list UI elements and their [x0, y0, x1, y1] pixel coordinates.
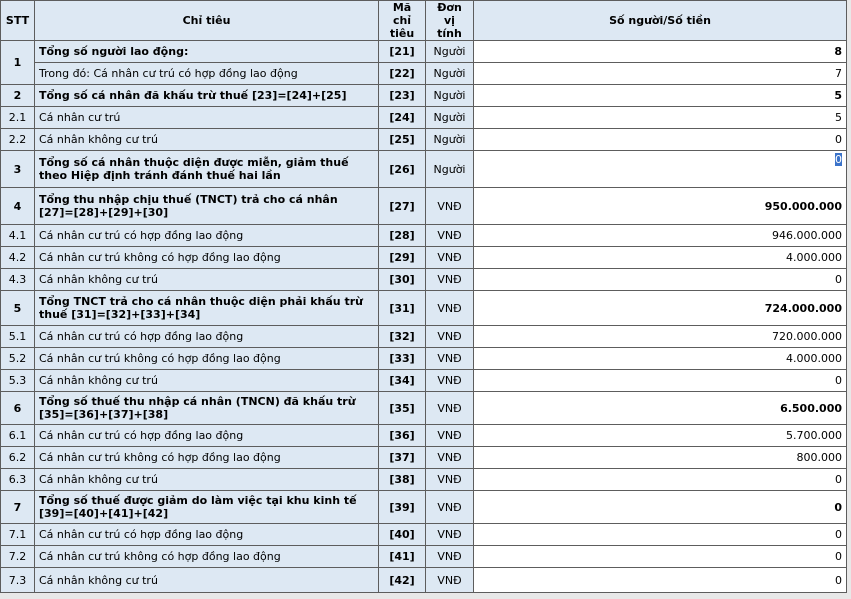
row-unit: Người — [426, 85, 474, 107]
row-unit: VNĐ — [426, 469, 474, 491]
row-description: Cá nhân cư trú — [35, 107, 379, 129]
header-so-nguoi: Số người/Số tiền — [474, 1, 847, 41]
row-description: Cá nhân không cư trú — [35, 269, 379, 291]
value-field-24[interactable]: 5 — [474, 107, 847, 129]
row-stt: 6.1 — [1, 425, 35, 447]
row-stt: 5 — [1, 291, 35, 326]
row-unit: VNĐ — [426, 491, 474, 524]
value-field-33[interactable]: 4.000.000 — [474, 348, 847, 370]
value-field-23[interactable]: 5 — [474, 85, 847, 107]
row-stt: 6 — [1, 392, 35, 425]
row-description: Cá nhân không cư trú — [35, 568, 379, 593]
value-field-34[interactable]: 0 — [474, 370, 847, 392]
table-row — [1, 188, 847, 225]
row-unit: Người — [426, 63, 474, 85]
row-stt: 5.1 — [1, 326, 35, 348]
row-stt: 6.2 — [1, 447, 35, 469]
table-row — [1, 447, 847, 469]
row-description: Tổng số thuế thu nhập cá nhân (TNCN) đã khấu trừ [35]=[36]+[37]+[38] — [35, 392, 379, 425]
row-code: [36] — [379, 425, 426, 447]
value-field-27[interactable]: 950.000.000 — [474, 188, 847, 225]
row-unit: Người — [426, 151, 474, 188]
row-code: [26] — [379, 151, 426, 188]
value-field-32[interactable]: 720.000.000 — [474, 326, 847, 348]
table-row — [1, 469, 847, 491]
table-row — [1, 85, 847, 107]
row-description: Tổng TNCT trả cho cá nhân thuộc diện phải khấu trừ thuế [31]=[32]+[33]+[34] — [35, 291, 379, 326]
row-code: [23] — [379, 85, 426, 107]
row-description: Tổng số người lao động: — [35, 41, 379, 63]
table-row — [1, 524, 847, 546]
row-stt: 2.1 — [1, 107, 35, 129]
value-field-38[interactable]: 0 — [474, 469, 847, 491]
header-stt: STT — [1, 1, 35, 41]
row-unit: VNĐ — [426, 425, 474, 447]
row-unit: VNĐ — [426, 524, 474, 546]
row-stt: 4.2 — [1, 247, 35, 269]
row-description: Trong đó: Cá nhân cư trú có hợp đồng lao động — [35, 63, 379, 85]
table-row — [1, 129, 847, 151]
header-don-vi — [426, 1, 474, 41]
value-field-36[interactable]: 5.700.000 — [474, 425, 847, 447]
row-code: [40] — [379, 524, 426, 546]
row-code: [25] — [379, 129, 426, 151]
table-row — [1, 107, 847, 129]
row-code: [37] — [379, 447, 426, 469]
row-unit: Người — [426, 129, 474, 151]
row-unit: Người — [426, 41, 474, 63]
value-field-26[interactable] — [474, 151, 847, 188]
table-row — [1, 370, 847, 392]
value-field-42[interactable]: 0 — [474, 568, 847, 593]
table-row — [1, 291, 847, 326]
table-row — [1, 225, 847, 247]
row-description: Cá nhân cư trú có hợp đồng lao động — [35, 225, 379, 247]
row-unit: VNĐ — [426, 269, 474, 291]
row-code: [31] — [379, 291, 426, 326]
row-code: [28] — [379, 225, 426, 247]
row-description: Cá nhân cư trú có hợp đồng lao động — [35, 326, 379, 348]
row-stt: 7.2 — [1, 546, 35, 568]
row-code: [35] — [379, 392, 426, 425]
row-stt: 2.2 — [1, 129, 35, 151]
row-code: [42] — [379, 568, 426, 593]
value-field-30[interactable]: 0 — [474, 269, 847, 291]
header-don-vi-line2: tính — [437, 27, 462, 40]
row-unit: VNĐ — [426, 447, 474, 469]
table-row — [1, 151, 847, 188]
row-unit: VNĐ — [426, 291, 474, 326]
row-description: Tổng số cá nhân thuộc diện được miễn, giảm thuế theo Hiệp định tránh đánh thuế hai lần — [35, 151, 379, 188]
value-field-39[interactable]: 0 — [474, 491, 847, 524]
row-code: [41] — [379, 546, 426, 568]
row-stt: 2 — [1, 85, 35, 107]
row-code: [22] — [379, 63, 426, 85]
row-description: Tổng số thuế được giảm do làm việc tại khu kinh tế [39]=[40]+[41]+[42] — [35, 491, 379, 524]
row-unit: VNĐ — [426, 225, 474, 247]
row-code: [24] — [379, 107, 426, 129]
row-stt: 4 — [1, 188, 35, 225]
row-code: [30] — [379, 269, 426, 291]
row-unit: VNĐ — [426, 568, 474, 593]
table-row — [1, 63, 847, 85]
row-code: [33] — [379, 348, 426, 370]
table-row — [1, 568, 847, 593]
row-unit: VNĐ — [426, 370, 474, 392]
row-description: Cá nhân cư trú không có hợp đồng lao động — [35, 348, 379, 370]
table-row — [1, 425, 847, 447]
row-stt: 6.3 — [1, 469, 35, 491]
row-stt: 7.1 — [1, 524, 35, 546]
table-row — [1, 491, 847, 524]
row-stt: 4.1 — [1, 225, 35, 247]
row-description: Tổng thu nhập chịu thuế (TNCT) trả cho cá nhân [27]=[28]+[29]+[30] — [35, 188, 379, 225]
table-header-row — [1, 1, 847, 41]
row-code: [21] — [379, 41, 426, 63]
row-code: [39] — [379, 491, 426, 524]
row-description: Tổng số cá nhân đã khấu trừ thuế [23]=[24]+[25] — [35, 85, 379, 107]
table-row — [1, 348, 847, 370]
row-description: Cá nhân cư trú không có hợp đồng lao động — [35, 247, 379, 269]
row-unit: VNĐ — [426, 392, 474, 425]
row-unit: VNĐ — [426, 188, 474, 225]
row-unit: VNĐ — [426, 247, 474, 269]
row-unit: VNĐ — [426, 326, 474, 348]
row-unit: VNĐ — [426, 348, 474, 370]
table-row — [1, 546, 847, 568]
row-code: [29] — [379, 247, 426, 269]
row-description: Cá nhân cư trú có hợp đồng lao động — [35, 524, 379, 546]
value-field-21[interactable]: 8 — [474, 41, 847, 63]
row-description: Cá nhân cư trú có hợp đồng lao động — [35, 425, 379, 447]
row-description: Cá nhân không cư trú — [35, 469, 379, 491]
value-field-25[interactable]: 0 — [474, 129, 847, 151]
row-code: [34] — [379, 370, 426, 392]
row-description: Cá nhân cư trú không có hợp đồng lao động — [35, 447, 379, 469]
value-field-40[interactable]: 0 — [474, 524, 847, 546]
value-field-26-selection: 0 — [835, 153, 842, 166]
value-field-35[interactable]: 6.500.000 — [474, 392, 847, 425]
row-unit: VNĐ — [426, 546, 474, 568]
table-row — [1, 269, 847, 291]
header-don-vi-line1: Đơn vị — [437, 1, 462, 27]
row-stt: 1 — [1, 41, 35, 85]
header-ma-chi-tieu — [379, 1, 426, 41]
value-field-41[interactable]: 0 — [474, 546, 847, 568]
value-field-29[interactable]: 4.000.000 — [474, 247, 847, 269]
header-ma-chi-tieu-line1: Mã chỉ — [392, 1, 412, 27]
header-chi-tieu: Chỉ tiêu — [35, 1, 379, 41]
row-stt: 3 — [1, 151, 35, 188]
value-field-31[interactable]: 724.000.000 — [474, 291, 847, 326]
row-description: Cá nhân cư trú không có hợp đồng lao động — [35, 546, 379, 568]
value-field-22[interactable]: 7 — [474, 63, 847, 85]
row-stt: 5.2 — [1, 348, 35, 370]
row-description: Cá nhân không cư trú — [35, 370, 379, 392]
row-unit: Người — [426, 107, 474, 129]
value-field-28[interactable]: 946.000.000 — [474, 225, 847, 247]
value-field-37[interactable]: 800.000 — [474, 447, 847, 469]
table-row — [1, 392, 847, 425]
row-description: Cá nhân không cư trú — [35, 129, 379, 151]
row-stt: 7.3 — [1, 568, 35, 593]
table-row — [1, 247, 847, 269]
row-code: [38] — [379, 469, 426, 491]
table-row — [1, 326, 847, 348]
table-row — [1, 41, 847, 63]
row-stt: 5.3 — [1, 370, 35, 392]
row-stt: 7 — [1, 491, 35, 524]
row-code: [32] — [379, 326, 426, 348]
row-code: [27] — [379, 188, 426, 225]
row-stt: 4.3 — [1, 269, 35, 291]
header-ma-chi-tieu-line2: tiêu — [389, 27, 415, 40]
